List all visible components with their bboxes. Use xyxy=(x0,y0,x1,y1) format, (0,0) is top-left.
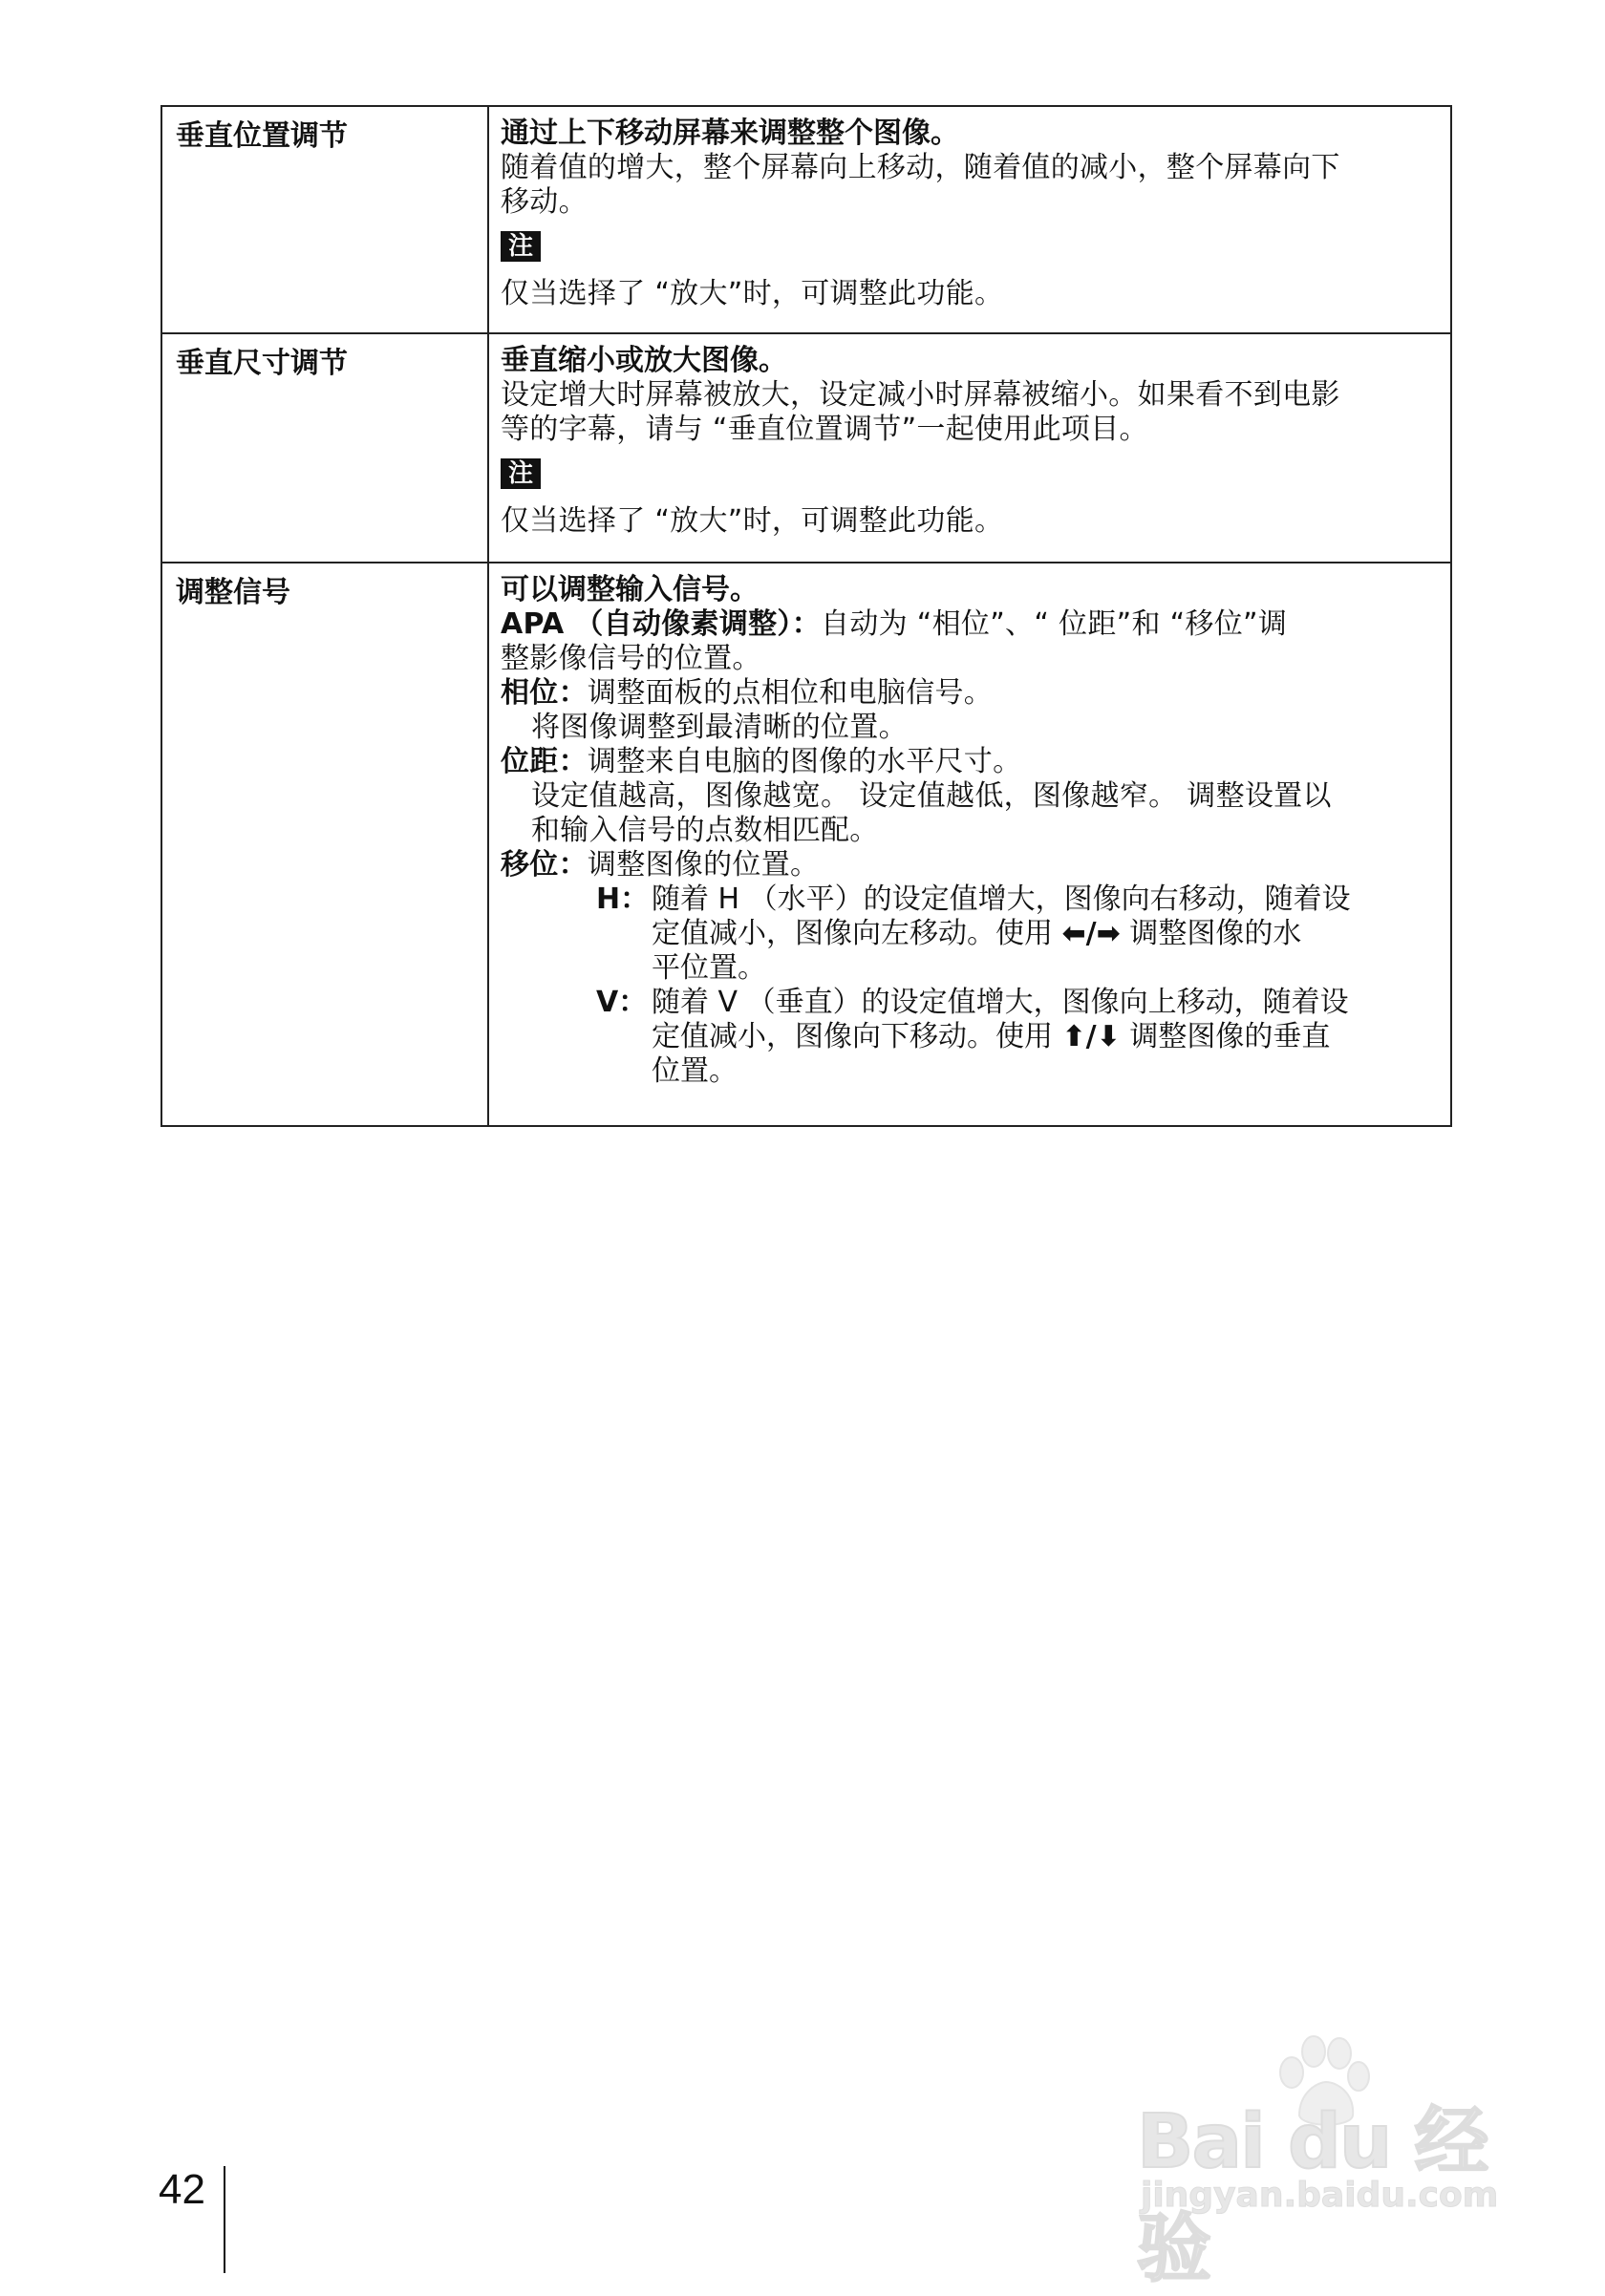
row-label: 调整信号 xyxy=(176,576,290,609)
table-row xyxy=(161,333,1451,563)
watermark xyxy=(1137,2034,1538,2292)
shift-text: 调整图像的位置。 xyxy=(587,848,820,882)
watermark-brand: Bai du 经验 xyxy=(1137,2099,1487,2292)
h-text: 平位置。 xyxy=(652,951,766,985)
phase-line xyxy=(501,676,1439,711)
table-row xyxy=(161,106,1451,333)
page-divider xyxy=(224,2166,225,2273)
pitch-lead: 位距： xyxy=(501,745,588,778)
shift-lead: 移位： xyxy=(501,848,588,882)
v-key: V： xyxy=(596,986,648,1019)
pitch-text: 调整来自电脑的图像的水平尺寸。 xyxy=(587,745,1022,778)
shift-line xyxy=(501,848,1439,882)
description-line: 移动。 xyxy=(501,185,588,219)
phase-sub: 将图像调整到最清晰的位置。 xyxy=(531,711,908,744)
page-number: 42 xyxy=(159,2166,205,2213)
v-text: 随着 V （垂直）的设定值增大，图像向上移动，随着设 xyxy=(652,986,1349,1019)
row-heading: 通过上下移动屏幕来调整整个图像。 xyxy=(501,117,959,150)
apa-lead: APA （自动像素调整）： xyxy=(501,607,822,641)
h-text: 定值减小，图像向左移动。使用 xyxy=(652,917,1062,950)
phase-text: 调整面板的点相位和电脑信号。 xyxy=(587,676,994,710)
apa-line xyxy=(501,607,1439,642)
row-heading: 可以调整输入信号。 xyxy=(501,573,759,606)
description-line: 随着值的增大，整个屏幕向上移动，随着值的减小，整个屏幕向下 xyxy=(501,151,1340,184)
h-key: H： xyxy=(596,882,650,916)
apa-text: 自动为 “相位”、“ 位距”和 “移位”调 xyxy=(821,607,1288,641)
description-line: 设定增大时屏幕被放大，设定减小时屏幕被缩小。如果看不到电影 xyxy=(501,378,1340,412)
pitch-sub: 和输入信号的点数相匹配。 xyxy=(531,814,879,847)
v-text: 位置。 xyxy=(652,1054,738,1088)
note-text: 仅当选择了 “放大”时，可调整此功能。 xyxy=(501,504,1004,538)
v-text: 定值减小，图像向下移动。使用 xyxy=(652,1020,1062,1053)
up-down-arrow-icon: ⬆/⬇ xyxy=(1061,1020,1121,1053)
row-heading: 垂直缩小或放大图像。 xyxy=(501,344,787,377)
left-right-arrow-icon: ⬅/➡ xyxy=(1061,917,1121,950)
pitch-line xyxy=(501,745,1439,779)
note-text: 仅当选择了 “放大”时，可调整此功能。 xyxy=(501,277,1004,310)
v-item xyxy=(501,986,1439,1089)
description-line: 等的字幕，请与 “垂直位置调节”一起使用此项目。 xyxy=(501,413,1148,446)
phase-lead: 相位： xyxy=(501,676,588,710)
pitch-sub: 设定值越高，图像越宽。 设定值越低，图像越窄。 调整设置以 xyxy=(531,779,1332,813)
h-text: 随着 H （水平）的设定值增大，图像向右移动，随着设 xyxy=(652,882,1351,916)
settings-table xyxy=(160,105,1452,1127)
apa-text-cont: 整影像信号的位置。 xyxy=(501,642,761,675)
h-item xyxy=(501,882,1439,986)
row-label: 垂直尺寸调节 xyxy=(176,347,348,380)
h-text: 调整图像的水 xyxy=(1129,917,1302,950)
row-label: 垂直位置调节 xyxy=(176,119,348,153)
v-text: 调整图像的垂直 xyxy=(1129,1020,1331,1053)
note-badge: 注 xyxy=(501,458,541,489)
note-badge: 注 xyxy=(501,231,541,262)
watermark-url: jingyan.baidu.com xyxy=(1141,2176,1499,2215)
table-row xyxy=(161,563,1451,1126)
